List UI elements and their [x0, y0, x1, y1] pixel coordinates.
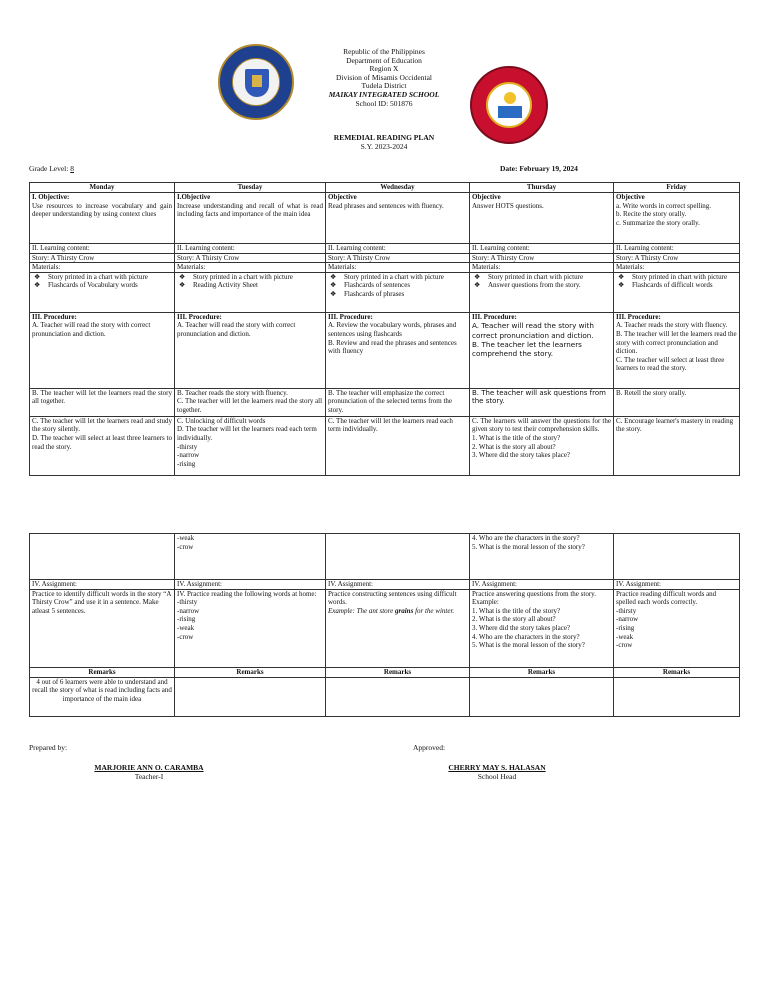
objective-text: b. Recite the story orally. [616, 210, 687, 219]
procedure-cell [175, 388, 326, 416]
procedure-cell [470, 416, 614, 475]
assignment-head-row [30, 580, 740, 590]
approved-by-label: Approved: [413, 743, 446, 752]
procedure-cell [30, 416, 175, 475]
procedure-step: C. The teacher will let the learners read and study the story silently. [32, 416, 172, 434]
procedure-step: B. The teacher will emphasize the correct pronunciation of the selected terms from the story. [326, 388, 470, 416]
question-item: 5. What is the moral lesson of the story? [472, 641, 585, 650]
content-head: II. Learning content: [470, 244, 614, 254]
objective-cell [30, 193, 175, 244]
assignment-example-label: Example: [472, 598, 499, 607]
question-item: 5. What is the moral lesson of the story? [472, 542, 585, 551]
materials-head: Materials: [470, 263, 614, 273]
procedure-step: A. Teacher will read the story with correct pronunciation and diction. [472, 321, 594, 340]
content-head: II. Learning content: [175, 244, 326, 254]
list-item: ❖ Story printed in chart with picture [474, 272, 584, 281]
story-cell: Story: A Thirsty Crow [30, 253, 175, 263]
plan-table-part-1 [29, 182, 740, 476]
list-item: ❖ Answer questions from the story. [474, 281, 581, 290]
objective-cell [470, 193, 614, 244]
grade-value: 8 [70, 164, 74, 173]
assignment-text: Practice answering questions from the story. [472, 589, 596, 598]
assignment-head: IV. Assignment: [175, 580, 326, 590]
materials-cell [326, 272, 470, 312]
assignment-cell [175, 589, 326, 667]
day-header: Friday [614, 183, 740, 193]
question-item: 1. What is the title of the story? [472, 433, 561, 442]
word-item: -narrow [177, 606, 200, 615]
school-id: School ID: 501876 [355, 98, 413, 108]
empty-cell [326, 534, 470, 580]
content-head: II. Learning content: [326, 244, 470, 254]
assignment-text: IV. Practice reading the following words at home: [177, 589, 317, 598]
school-name: MAIKAY INTEGRATED SCHOOL [328, 89, 440, 99]
objective-text: Increase understanding and recall of what is read including facts and importance of the main idea [177, 201, 323, 219]
procedure-cell [326, 312, 470, 388]
procedure-step: C. Unlocking of difficult words [177, 416, 266, 425]
materials-head: Materials: [326, 263, 470, 273]
story-cell: Story: A Thirsty Crow [175, 253, 326, 263]
empty-cell [614, 677, 740, 716]
word-item: -weak [177, 623, 195, 632]
procedure-step: C. The teacher will select at least three learners to read the story. [616, 355, 725, 373]
header-line: Republic of the Philippines [343, 47, 425, 56]
procedure-cell [175, 416, 326, 475]
procedure-step: B. The teacher will ask questions from the story. [470, 388, 614, 416]
materials-head: Materials: [614, 263, 740, 273]
day-header: Wednesday [326, 183, 470, 193]
remarks-row [30, 677, 740, 716]
procedure-step: B. The teacher will let the learners read the story all together. [30, 388, 175, 416]
word-item: -rising [616, 623, 635, 632]
word-item: -thirsty [177, 442, 198, 451]
materials-head: Materials: [30, 263, 175, 273]
word-item: -rising [177, 459, 196, 468]
word-item: -crow [177, 542, 194, 551]
list-item: ❖ Story printed in a chart with picture [34, 272, 148, 281]
prepared-by-title: Teacher-I [134, 772, 164, 781]
assignment-cell [614, 589, 740, 667]
remarks-text: 4 out of 6 learners were able to understand and recall the story of what is read including facts and importance of the main idea [30, 677, 175, 716]
grade-level [29, 164, 74, 173]
plan-table-part-2 [29, 533, 740, 717]
header-line: Division of Misamis Occidental [335, 72, 433, 82]
prepared-by-name: MARJORIE ANN O. CARAMBA [94, 763, 204, 772]
word-item: -narrow [616, 615, 639, 624]
objective-cell [175, 193, 326, 244]
objective-text: a. Write words in correct spelling. [616, 201, 712, 210]
remarks-head: Remarks [326, 667, 470, 677]
story-row [30, 253, 740, 263]
content-head: II. Learning content: [30, 244, 175, 254]
approved-by-name: CHERRY MAY S. HALASAN [448, 763, 546, 772]
procedure-step: B. Retell the story orally. [614, 388, 740, 416]
procedure-step: A. Teacher reads the story with fluency. [616, 321, 728, 330]
word-item: -narrow [177, 451, 200, 460]
procedure-step: D. The teacher will let the learners read each term individually. [177, 425, 317, 442]
procedure-step: B. Review and read the phrases and sentences with fluency [328, 338, 457, 356]
procedure-continued-row [30, 534, 740, 580]
materials-cell [470, 272, 614, 312]
procedure-cell [175, 534, 326, 580]
procedure-row-3 [30, 416, 740, 475]
objective-text: Answer HOTS questions. [472, 201, 544, 210]
procedure-step: C. The teacher will let the learners read the story all together. [177, 397, 323, 414]
assignment-text: Practice reading difficult words and spelled each words correctly. [616, 589, 717, 607]
assignment-row [30, 589, 740, 667]
list-item: ❖ Story printed in a chart with picture [330, 272, 444, 281]
objective-text: c. Summarize the story orally. [616, 218, 700, 227]
procedure-step: C. The learners will answer the questions for the given story to test their comprehension skills. [472, 416, 611, 434]
day-header-row [30, 183, 740, 193]
procedure-step: B. The teacher will let the learners read the story with correct pronunciation and diction. [616, 329, 737, 356]
approved-by-block [437, 763, 557, 781]
story-cell: Story: A Thirsty Crow [326, 253, 470, 263]
header-line: Region X [369, 64, 399, 74]
prepared-by-block [89, 763, 209, 781]
remarks-head-row [30, 667, 740, 677]
assignment-cell [470, 589, 614, 667]
materials-row [30, 272, 740, 312]
assignment-text: Practice constructing sentences using difficult words. [328, 589, 457, 607]
objective-head: Objective [616, 193, 645, 201]
word-item: -crow [616, 641, 633, 650]
approved-by-title: School Head [477, 772, 517, 781]
procedure-step: C. The teacher will let the learners read each term individually. [326, 416, 470, 475]
procedure-cell [30, 312, 175, 388]
header-line: Tudela District [361, 81, 407, 91]
procedure-head: III. Procedure: [177, 312, 222, 321]
procedure-head: III. Procedure: [32, 312, 77, 321]
question-item: 4. Who are the characters in the story? [472, 632, 580, 641]
content-head: II. Learning content: [614, 244, 740, 254]
procedure-step: A. Review the vocabulary words, phrases and sentences using flashcards [328, 321, 457, 338]
objective-cell [614, 193, 740, 244]
remarks-head: Remarks [30, 667, 175, 677]
procedure-head: III. Procedure: [328, 312, 373, 321]
day-header: Thursday [470, 183, 614, 193]
empty-cell [30, 534, 175, 580]
empty-cell [470, 677, 614, 716]
procedure-step: A. Teacher will read the story with correct pronunciation and diction. [32, 321, 151, 338]
question-item: 1. What is the title of the story? [472, 606, 561, 615]
materials-cell [614, 272, 740, 312]
remarks-head: Remarks [470, 667, 614, 677]
grade-label: Grade Level: [29, 164, 71, 173]
list-item: ❖ Flashcards of sentences [330, 281, 411, 290]
procedure-step: B. The teacher let the learners comprehend the story. [472, 339, 582, 358]
empty-cell [326, 677, 470, 716]
objective-head: I.Objective [177, 193, 211, 201]
objective-row [30, 193, 740, 244]
materials-head: Materials: [175, 263, 326, 273]
word-item: -weak [177, 534, 195, 542]
procedure-head: III. Procedure: [472, 312, 517, 321]
word-item: -thirsty [177, 598, 198, 607]
document-title [0, 134, 768, 151]
question-item: 2. What is the story all about? [472, 442, 556, 451]
document-header [0, 48, 768, 108]
objective-cell [326, 193, 470, 244]
word-item: -crow [177, 632, 194, 641]
materials-head-row [30, 263, 740, 273]
empty-cell [614, 534, 740, 580]
assignment-example: Example: The ant store grains for the winter. [328, 606, 455, 615]
assignment-text: Practice to identify difficult words in the story “A Thirsty Crow” and use it in a sentence. Make atleast 5 sentences. [30, 589, 175, 667]
list-item: ❖ Story printed in chart with picture [618, 272, 728, 281]
question-item: 3. Where did the story takes place? [472, 451, 571, 460]
question-item: 3. Where did the story takes place? [472, 623, 571, 632]
materials-cell [30, 272, 175, 312]
story-cell: Story: A Thirsty Crow [614, 253, 740, 263]
procedure-step: D. The teacher will select at least three learners to read the story. [32, 433, 172, 451]
assignment-head: IV. Assignment: [326, 580, 470, 590]
question-item: 2. What is the story all about? [472, 615, 556, 624]
word-item: -rising [177, 615, 196, 624]
objective-head: Objective [472, 193, 501, 201]
assignment-cell [326, 589, 470, 667]
procedure-step: A. Teacher will read the story with correct pronunciation and diction. [177, 321, 296, 338]
story-cell: Story: A Thirsty Crow [470, 253, 614, 263]
procedure-cell [175, 312, 326, 388]
procedure-cell [470, 312, 614, 388]
plan-date: Date: February 19, 2024 [500, 164, 578, 173]
objective-text: Read phrases and sentences with fluency. [328, 201, 444, 210]
day-header: Tuesday [175, 183, 326, 193]
objective-head: I. Objective: [32, 193, 70, 201]
procedure-row-2 [30, 388, 740, 416]
procedure-cell [614, 312, 740, 388]
assignment-head: IV. Assignment: [30, 580, 175, 590]
procedure-cell [470, 534, 614, 580]
procedure-step: B. Teacher reads the story with fluency. [177, 388, 288, 397]
list-item: ❖ Flashcards of Vocabulary words [34, 281, 138, 290]
school-year: S.Y. 2023-2024 [360, 141, 408, 151]
assignment-head: IV. Assignment: [614, 580, 740, 590]
question-item: 4. Who are the characters in the story? [472, 534, 580, 542]
objective-text: Use resources to increase vocabulary and gain deeper understanding by using context clues [32, 201, 172, 219]
remarks-head: Remarks [175, 667, 326, 677]
list-item: ❖ Flashcards of difficult words [618, 281, 713, 290]
empty-cell [175, 677, 326, 716]
content-head-row [30, 244, 740, 254]
procedure-step: C. Encourage learner's mastery in reading the story. [614, 416, 740, 475]
word-item: -weak [616, 632, 634, 641]
procedure-head: III. Procedure: [616, 312, 661, 321]
list-item: ❖ Flashcards of phrases [330, 289, 405, 298]
header-line: Department of Education [346, 55, 422, 65]
word-item: -thirsty [616, 606, 637, 615]
list-item: ❖ Reading Activity Sheet [179, 281, 258, 290]
list-item: ❖ Story printed in a chart with picture [179, 272, 293, 281]
assignment-head: IV. Assignment: [470, 580, 614, 590]
plan-title: REMEDIAL READING PLAN [333, 133, 435, 142]
procedure-row-1 [30, 312, 740, 388]
objective-head: Objective [328, 193, 357, 201]
remarks-head: Remarks [614, 667, 740, 677]
materials-cell [175, 272, 326, 312]
day-header: Monday [30, 183, 175, 193]
prepared-by-label: Prepared by: [29, 743, 68, 752]
